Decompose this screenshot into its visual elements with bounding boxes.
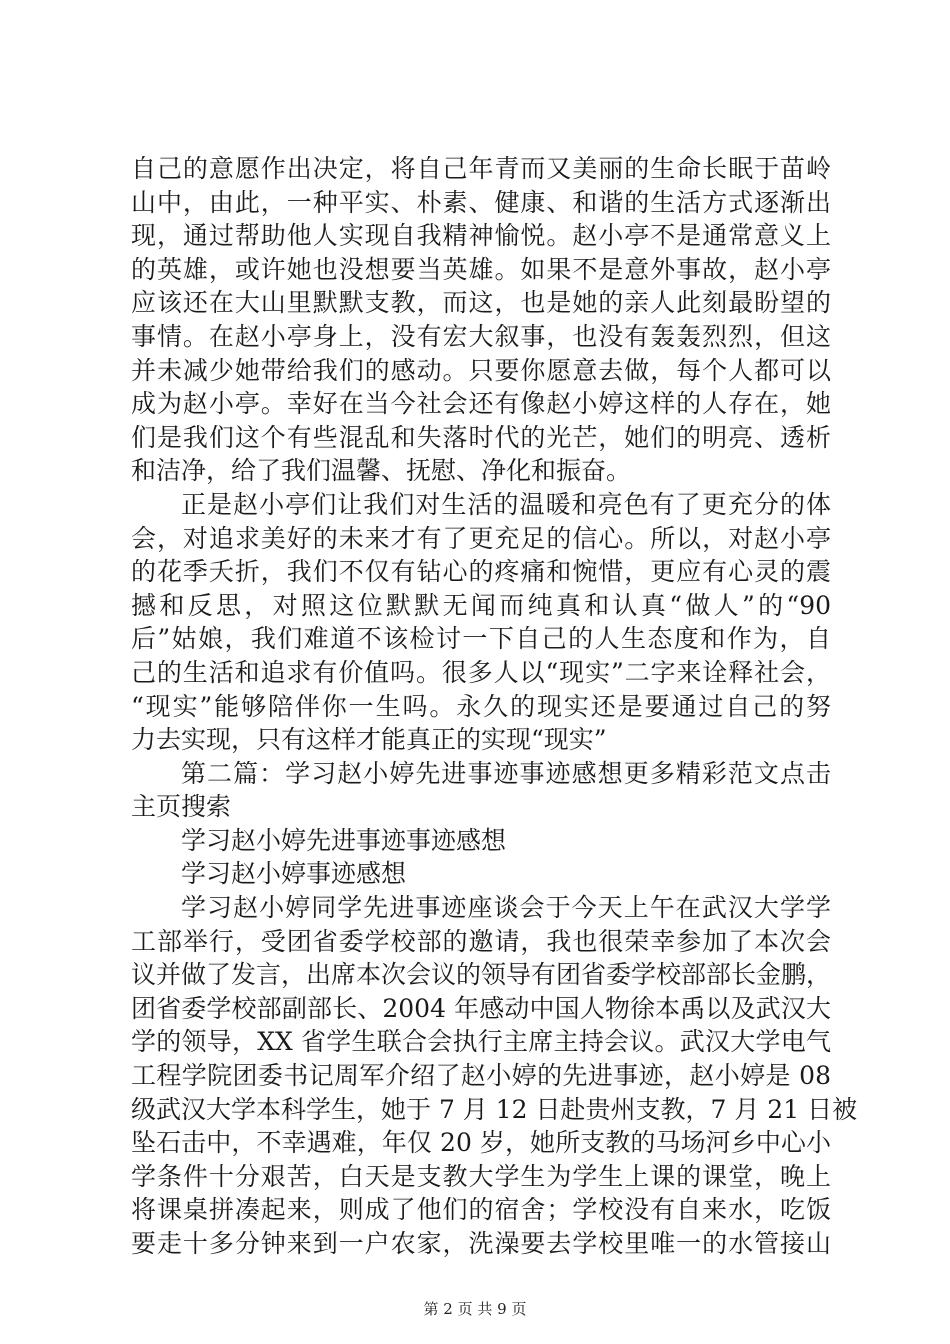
text-line: 和洁净，给了我们温馨、抚慰、净化和振奋。	[131, 456, 632, 486]
text-line: 己的生活和追求有价值吗。很多人以“现实”二字来诠释社会，	[131, 657, 831, 687]
body-text	[131, 152, 858, 1261]
text-line: 的花季夭折，我们不仅有钻心的疼痛和惋惜，更应有心灵的震	[131, 557, 831, 587]
text-line: 学的领导，XX 省学生联合会执行主席主持会议。武汉大学电气	[131, 1027, 831, 1057]
text-line: 应该还在大山里默默支教，而这，也是她的亲人此刻最盼望的	[131, 288, 831, 318]
text-line: 议并做了发言，出席本次会议的领导有团省委学校部部长金鹏，	[131, 960, 832, 990]
text-line: 学习赵小婷事迹感想	[181, 859, 407, 889]
text-line: 级武汉大学本科学生，她于 7 月 12 日赴贵州支教，7 月 21 日被	[131, 1094, 858, 1124]
text-line: 自己的意愿作出决定，将自己年青而又美丽的生命长眠于苗岭	[131, 154, 831, 183]
text-line: 的英雄，或许她也没想要当英雄。如果不是意外事故，赵小亭	[131, 254, 831, 284]
text-line: 撼和反思，对照这位默默无闻而纯真和认真“做人”的“90	[131, 590, 831, 620]
text-line: 将课桌拼凑起来，则成了他们的宿舍；学校没有自来水，吃饭	[131, 1195, 831, 1225]
text-line: 工部举行，受团省委学校部的邀请，我也很荣幸参加了本次会	[131, 926, 831, 956]
text-line: 工程学院团委书记周军介绍了赵小婷的先进事迹，赵小婷是 08	[131, 1061, 831, 1091]
text-line: 力去实现，只有这样才能真正的实现“现实”	[131, 725, 607, 755]
text-line: 们是我们这个有些混乱和失落时代的光芒，她们的明亮、透析	[131, 422, 831, 452]
text-line: 正是赵小亭们让我们对生活的温暖和亮色有了更充分的体	[181, 489, 831, 519]
page-footer: 第 2 页 共 9 页	[423, 1300, 527, 1318]
text-line: 学习赵小婷同学先进事迹座谈会于今天上午在武汉大学学	[181, 893, 831, 923]
text-line: 要走十多分钟来到一户农家，洗澡要去学校里唯一的水管接山	[131, 1229, 831, 1258]
text-line: 学条件十分艰苦，白天是支教大学生为学生上课的课堂，晚上	[131, 1161, 831, 1191]
text-line: 成为赵小亭。幸好在当今社会还有像赵小婷这样的人存在，她	[131, 389, 831, 419]
text-line: 并未减少她带给我们的感动。只要你愿意去做，每个人都可以	[131, 355, 831, 385]
text-line: 会，对追求美好的未来才有了更充足的信心。所以，对赵小亭	[131, 523, 831, 553]
text-line: 后”姑娘，我们难道不该检讨一下自己的人生态度和作为，自	[131, 624, 831, 654]
text-line: 事情。在赵小亭身上，没有宏大叙事，也没有轰轰烈烈，但这	[131, 321, 831, 351]
text-line: 团省委学校部副部长、2004 年感动中国人物徐本禹以及武汉大	[131, 993, 831, 1023]
text-line: 学习赵小婷先进事迹事迹感想	[181, 825, 507, 855]
text-line: 山中，由此，一种平实、朴素、健康、和谐的生活方式逐渐出	[131, 187, 831, 217]
text-line: “现实”能够陪伴你一生吗。永久的现实还是要通过自己的努	[131, 691, 831, 721]
text-line: 主页搜索	[131, 792, 232, 822]
text-line: 现，通过帮助他人实现自我精神愉悦。赵小亭不是通常意义上	[131, 221, 831, 251]
text-line: 坠石击中，不幸遇难，年仅 20 岁，她所支教的马场河乡中心小	[131, 1128, 831, 1158]
text-line: 第二篇：学习赵小婷先进事迹事迹感想更多精彩范文点击	[181, 758, 831, 788]
